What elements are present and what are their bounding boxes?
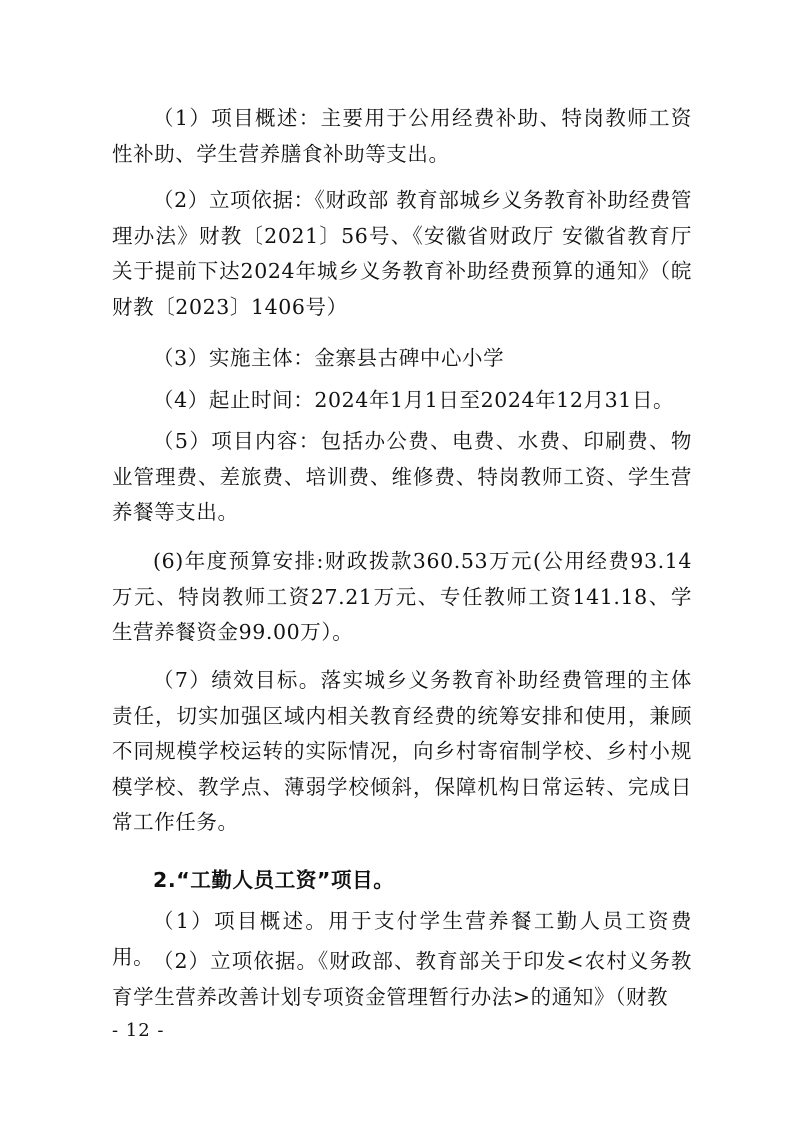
- paragraph-annual-budget: (6)年度预算安排:财政拨款360.53万元(公用经费93.14万元、特岗教师工资27.21万元、专任教师工资141.18、学生营养餐资金99.00万）。: [112, 549, 692, 644]
- section-heading-wage-project: 2.“工勤人员工资”项目。: [153, 868, 395, 892]
- paragraph-project-content: （5）项目内容：包括办公费、电费、水费、印刷费、物业管理费、差旅费、培训费、维修费、特岗教师工资、学生营养餐等支出。: [112, 429, 692, 524]
- paragraph-performance-goal: （7）绩效目标。落实城乡义务教育补助经费管理的主体责任，切实加强区域内相关教育经费的统筹安排和使用，兼顾不同规模学校运转的实际情况，向乡村寄宿制学校、乡村小规模学校、教学点、薄弱学校倾斜，保障机构日常运转、完成日常工作任务。: [112, 668, 692, 834]
- paragraph-implementing-entity: （3）实施主体：金寨县古碑中心小学: [153, 346, 505, 370]
- paragraph-project-overview: （1）项目概述：主要用于公用经费补助、特岗教师工资性补助、学生营养膳食补助等支出。: [112, 106, 692, 166]
- paragraph-project-basis-2: （2）立项依据。《财政部、教育部关于印发<农村义务教育学生营养改善计划专项资金管理暂行办法>的通知》（财教: [112, 949, 692, 1009]
- page-number: - 12 -: [112, 1020, 165, 1041]
- paragraph-duration: （4）起止时间：2024年1月1日至2024年12月31日。: [153, 388, 675, 412]
- paragraph-project-basis: （2）立项依据：《财政部 教育部城乡义务教育补助经费管理办法》财教〔2021〕56号、《安徽省财政厅 安徽省教育厅关于提前下达2024年城乡义务教育补助经费预算的通知》（皖财教〔2023〕1406号）: [112, 188, 692, 319]
- paragraph-project-overview-2: （1）项目概述。用于支付学生营养餐工勤人员工资费用。: [112, 909, 692, 969]
